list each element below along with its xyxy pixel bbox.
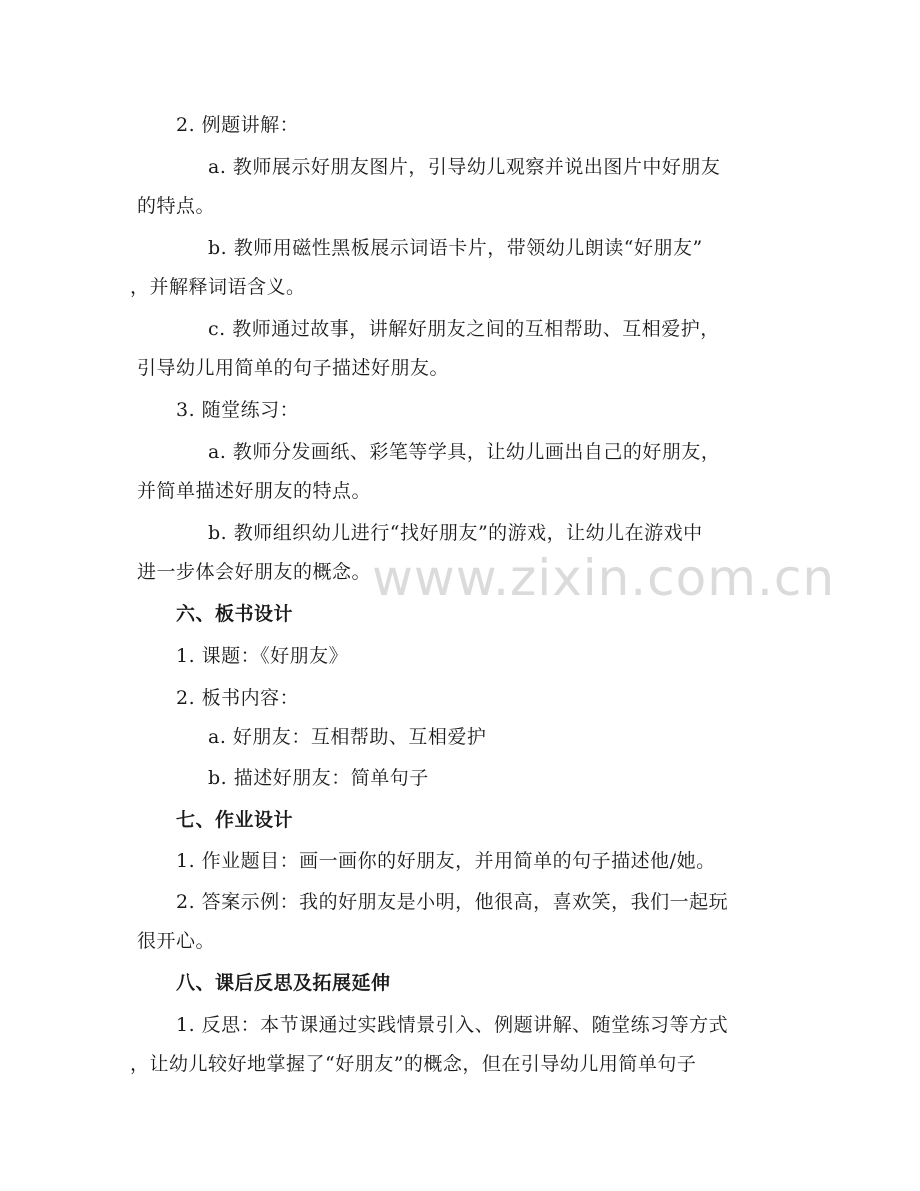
answer-example-line-2: 很开心。 [137,930,216,952]
section-6-heading: 六、板书设计 [176,603,294,625]
step-2c-line-1: c. 教师通过故事，讲解好朋友之间的互相帮助、互相爱护， [208,318,720,340]
step-2-heading: 2. 例题讲解： [176,114,300,136]
board-content-b: b. 描述好朋友：简单句子 [208,767,429,789]
step-2b-line-1: b. 教师用磁性黑板展示词语卡片，带领幼儿朗读“好朋友” [208,237,703,259]
step-2a-line-1: a. 教师展示好朋友图片，引导幼儿观察并说出图片中好朋友 [208,156,721,178]
watermark: www.zixin.com.cn [372,549,836,607]
step-2c-line-2: 引导幼儿用简单的句子描述好朋友。 [137,357,450,379]
step-3a-line-2: 并简单描述好朋友的特点。 [137,480,372,502]
step-3b-line-1: b. 教师组织幼儿进行“找好朋友”的游戏，让幼儿在游戏中 [208,522,703,544]
step-3b-line-2: 进一步体会好朋友的概念。 [137,561,372,583]
step-2b-line-2: ，并解释词语含义。 [130,276,306,298]
step-3a-line-1: a. 教师分发画纸、彩笔等学具，让幼儿画出自己的好朋友， [208,441,721,463]
reflection-line-2: ，让幼儿较好地掌握了“好朋友”的概念，但在引导幼儿用简单句子 [130,1053,697,1075]
step-3-heading: 3. 随堂练习： [176,399,300,421]
reflection-line-1: 1. 反思：本节课通过实践情景引入、例题讲解、随堂练习等方式 [176,1014,729,1036]
step-2a-line-2: 的特点。 [137,195,216,217]
answer-example-line-1: 2. 答案示例：我的好朋友是小明，他很高，喜欢笑，我们一起玩 [176,891,729,913]
board-content-heading: 2. 板书内容： [176,687,300,709]
section-8-heading: 八、课后反思及拓展延伸 [176,972,391,994]
board-content-a: a. 好朋友：互相帮助、互相爱护 [208,726,487,748]
board-topic: 1. 课题：《好朋友》 [176,645,349,667]
section-7-heading: 七、作业设计 [176,809,294,831]
homework-topic: 1. 作业题目：画一画你的好朋友，并用简单的句子描述他/她。 [176,850,716,872]
